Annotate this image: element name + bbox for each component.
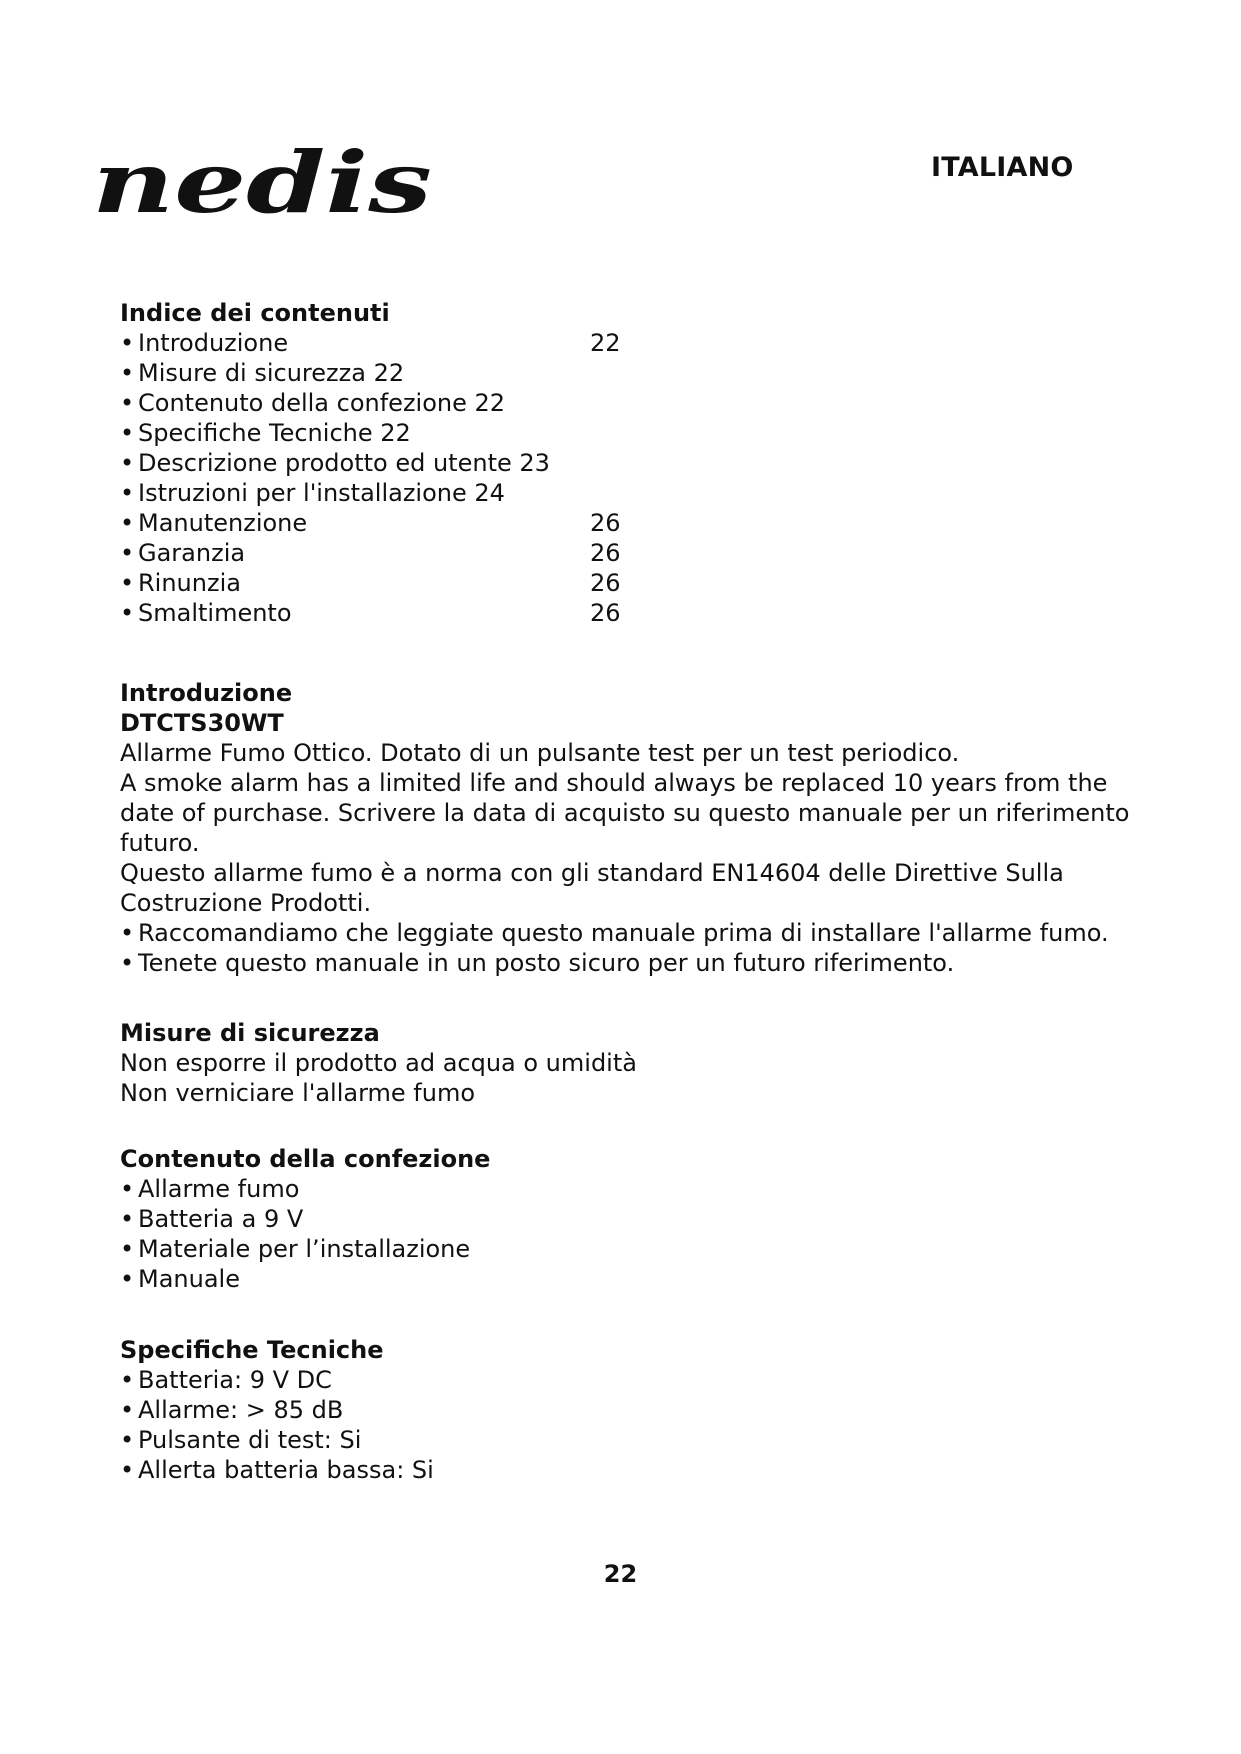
spec-item: • Pulsante di test: Si bbox=[120, 1425, 434, 1455]
nedis-logo bbox=[88, 138, 448, 248]
intro-bullet: • Tenete questo manuale in un posto sicuro per un futuro riferimento. bbox=[120, 948, 1129, 978]
toc-item: • Contenuto della confezione 22 bbox=[120, 388, 550, 418]
toc-item: • Smaltimento 26 bbox=[120, 598, 550, 628]
intro-bullet: • Raccomandiamo che leggiate questo manuale prima di installare l'allarme fumo. bbox=[120, 918, 1129, 948]
intro-line: futuro. bbox=[120, 829, 200, 857]
intro-line: Questo allarme fumo è a norma con gli standard EN14604 delle Direttive Sulla bbox=[120, 859, 1064, 887]
safety-line: Non verniciare l'allarme fumo bbox=[120, 1079, 476, 1107]
safety-title: Misure di sicurezza bbox=[120, 1019, 380, 1047]
intro-line: date of purchase. Scrivere la data di acquisto su questo manuale per un riferimento bbox=[120, 799, 1130, 827]
toc-title: Indice dei contenuti bbox=[120, 299, 390, 327]
page-number: 22 bbox=[603, 1560, 638, 1588]
spec-item: • Batteria: 9 V DC bbox=[120, 1365, 434, 1395]
package-item: • Batteria a 9 V bbox=[120, 1204, 490, 1234]
language-label: ITALIANO bbox=[931, 152, 1074, 183]
intro-line: A smoke alarm has a limited life and should always be replaced 10 years from the bbox=[120, 769, 1108, 797]
package-item: • Materiale per l’installazione bbox=[120, 1234, 490, 1264]
section-specs bbox=[120, 1335, 434, 1485]
intro-line: Costruzione Prodotti. bbox=[120, 889, 372, 917]
toc-page: 26 bbox=[590, 599, 621, 627]
toc-page: 26 bbox=[590, 569, 621, 597]
package-title: Contenuto della confezione bbox=[120, 1145, 491, 1173]
section-package-contents bbox=[120, 1144, 490, 1294]
toc-item: • Manutenzione 26 bbox=[120, 508, 550, 538]
toc-item: • Misure di sicurezza 22 bbox=[120, 358, 550, 388]
table-of-contents bbox=[120, 298, 621, 628]
specs-title: Specifiche Tecniche bbox=[120, 1336, 384, 1364]
toc-page: 26 bbox=[590, 539, 621, 567]
package-item: • Allarme fumo bbox=[120, 1174, 490, 1204]
spec-item: • Allerta batteria bassa: Si bbox=[120, 1455, 434, 1485]
toc-page: 22 bbox=[590, 329, 621, 357]
toc-item: • Garanzia 26 bbox=[120, 538, 550, 568]
logo-text: nedis bbox=[92, 138, 432, 232]
spec-item: • Allarme: > 85 dB bbox=[120, 1395, 434, 1425]
intro-line: Allarme Fumo Ottico. Dotato di un pulsante test per un test periodico. bbox=[120, 739, 960, 767]
toc-page: 26 bbox=[590, 509, 621, 537]
toc-item: • Specifiche Tecniche 22 bbox=[120, 418, 550, 448]
toc-item: • Rinunzia 26 bbox=[120, 568, 550, 598]
toc-item: • Introduzione 22 bbox=[120, 328, 550, 358]
toc-item: • Istruzioni per l'installazione 24 bbox=[120, 478, 550, 508]
section-introduction bbox=[120, 678, 1129, 978]
toc-item: • Descrizione prodotto ed utente 23 bbox=[120, 448, 550, 478]
intro-title: Introduzione bbox=[120, 679, 293, 707]
model-number: DTCTS30WT bbox=[120, 709, 284, 737]
section-safety bbox=[120, 1018, 637, 1108]
safety-line: Non esporre il prodotto ad acqua o umidità bbox=[120, 1049, 637, 1077]
package-item: • Manuale bbox=[120, 1264, 490, 1294]
